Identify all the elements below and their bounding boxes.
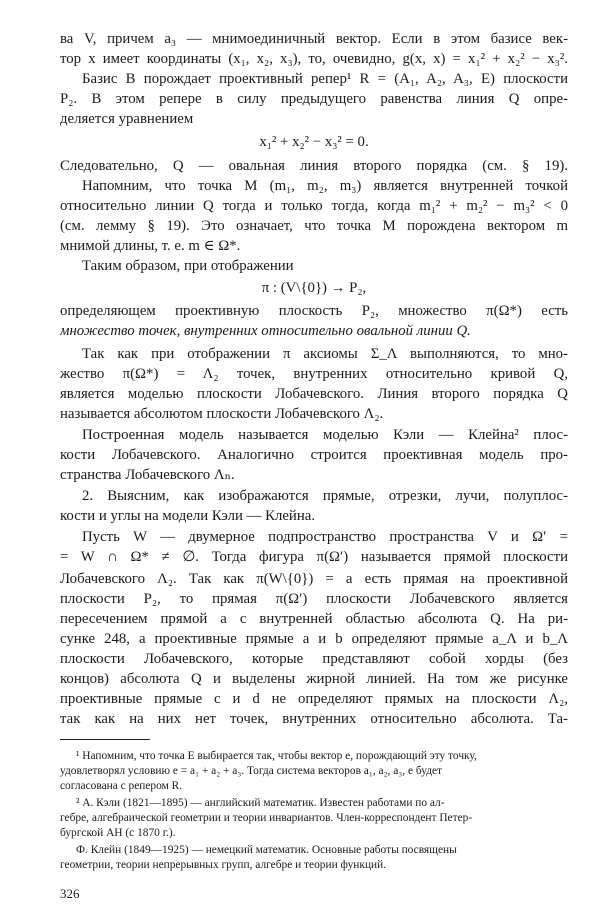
text-line: 2. Выясним, как изображаются прямые, отрезки, лучи, полуплос- bbox=[82, 488, 568, 504]
footnote-line: геометрии, теории непрерывных групп, алгебре и теории функций. bbox=[60, 859, 387, 871]
text-line: = W ∩ Ω* ≠ ∅. Тогда фигура π(Ω′) называется прямой плоскости bbox=[60, 549, 568, 565]
text-line: определяющем проективную плоскость P₂, множество π(Ω*) есть bbox=[60, 303, 568, 319]
text-line: концов) абсолюта Q и выделены жирной линией. На том же рисунке bbox=[60, 671, 568, 687]
text-line: P₂. В этом репере в силу предыдущего равенства линия Q опре- bbox=[60, 91, 568, 107]
text-line: относительно линии Q тогда и только тогда, когда m₁² + m₂² − m₃² < 0 bbox=[60, 198, 568, 214]
text-line: (см. лемму § 19). Это означает, что точка M порождена вектором m bbox=[60, 218, 568, 234]
text-line: деляется уравнением bbox=[60, 111, 194, 127]
footnote-line: Ф. Клейн (1849—1925) — немецкий математик. Основные работы посвящены bbox=[76, 844, 457, 856]
text-line: кости Лобачевского. Аналогично строится проективная модель про- bbox=[60, 447, 568, 463]
page-number: 326 bbox=[60, 886, 80, 901]
footnote-line: ¹ Напомним, что точка E выбирается так, чтобы вектор e, порождающий эту точку, bbox=[76, 750, 477, 762]
text-line: Построенная модель называется моделью Кэли — Клейна² плос- bbox=[82, 427, 568, 443]
text-line: плоскости Лобачевского, которые представляют собой хорды (без bbox=[60, 651, 568, 667]
text-line: называется абсолютом плоскости Лобачевского Λ₂. bbox=[60, 406, 384, 422]
footnote-line: согласована с репером R. bbox=[60, 780, 183, 792]
text-line: Пусть W — двумерное подпространство пространства V и Ω′ = bbox=[82, 529, 568, 545]
footnote-line: ² А. Кэли (1821—1895) — английский математик. Известен работами по ал- bbox=[76, 797, 445, 809]
text-line: так как на них нет точек, внутренних относительно абсолюта. Та- bbox=[60, 711, 568, 727]
text-line: странства Лобачевского Λₙ. bbox=[60, 467, 235, 483]
text-line: Лобачевского Λ₂. Так как π(W\{0}) = a есть прямая на проективной bbox=[60, 571, 568, 587]
text-line: Следовательно, Q — овальная линия второго порядка (см. § 19). bbox=[60, 158, 568, 174]
text-line: сунке 248, a проективные прямые a и b определяют прямые a_Λ и b_Λ bbox=[60, 631, 568, 647]
text-line: проективные прямые c и d не определяют прямых на плоскости Λ₂, bbox=[60, 691, 568, 707]
equation: x₁² + x₂² − x₃² = 0. bbox=[259, 134, 369, 150]
text-line: ва V, причем a₃ — мнимоединичный вектор. Если в этом базисе век- bbox=[60, 31, 568, 47]
text-line: множество точек, внутренних относительно овальной линии Q. bbox=[60, 323, 471, 339]
text-line: Таким образом, при отображении bbox=[82, 258, 294, 274]
text-line: Базис B порождает проективный репер¹ R = (A₁, A₂, A₃, E) плоскости bbox=[82, 71, 568, 87]
text-line: жество π(Ω*) = Λ₂ точек, внутренних относительно кривой Q, bbox=[60, 366, 568, 382]
footnote-line: бургской АН (с 1870 г.). bbox=[60, 827, 176, 839]
equation: π : (V\{0}) → P₂, bbox=[261, 280, 367, 296]
text-line: тор x имеет координаты (x₁, x₂, x₃), то, очевидно, g(x, x) = x₁² + x₂² − x₃². bbox=[60, 51, 568, 67]
text-line: Так как при отображении π аксиомы Σ_Λ выполняются, то мно- bbox=[82, 346, 568, 362]
text-line: плоскости P₂, то прямая π(Ω′) плоскости Лобачевского является bbox=[60, 591, 568, 607]
text-line: кости и углы на модели Кэли — Клейна. bbox=[60, 508, 316, 524]
text-line: мнимой длины, т. е. m ∈ Ω*. bbox=[60, 238, 241, 254]
footnote-divider bbox=[60, 739, 150, 740]
text-line: Напомним, что точка M (m₁, m₂, m₃) является внутренней точкой bbox=[82, 178, 568, 194]
text-line: является моделью плоскости Лобачевского. Линия второго порядка Q bbox=[60, 386, 568, 402]
footnote-line: гебре, алгебраической геометрии и теории инвариантов. Член-корреспондент Петер- bbox=[60, 812, 473, 824]
footnote-line: удовлетворял условию e = a₁ + a₂ + a₃. Тогда система векторов a₁, a₂, a₃, e будет bbox=[60, 765, 443, 777]
text-line: пересечением прямой a с внутренней областью абсолюта Q. На ри- bbox=[60, 611, 568, 627]
